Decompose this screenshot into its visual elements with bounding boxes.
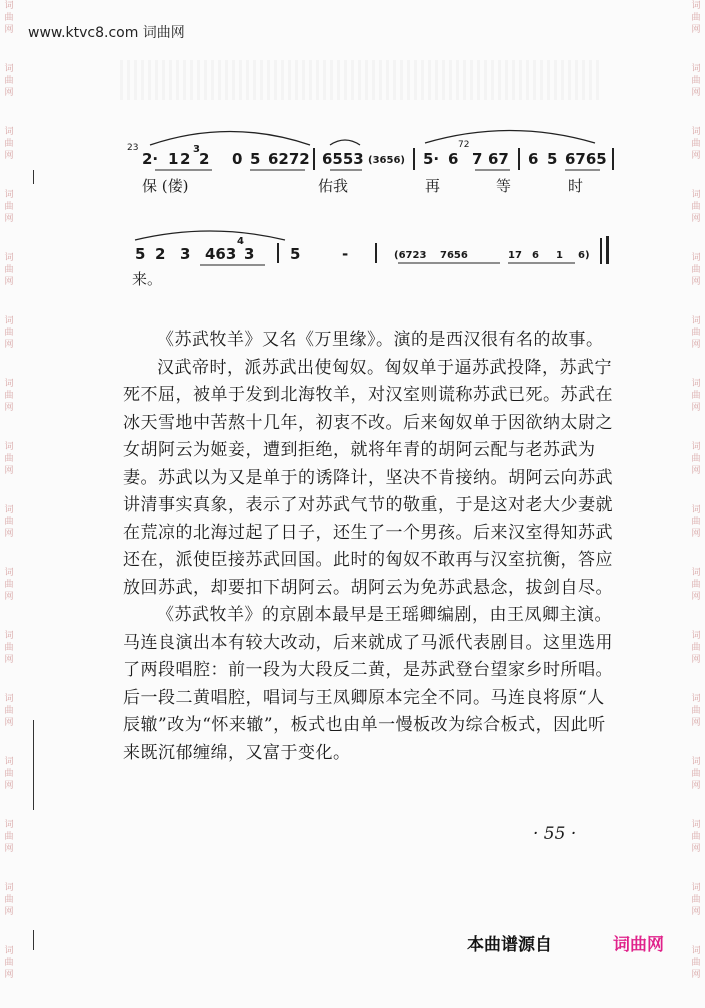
watermark-group — [687, 378, 705, 414]
watermark-char: 词 — [4, 190, 14, 200]
watermark-char: 网 — [691, 151, 701, 161]
watermark-group — [687, 567, 705, 603]
watermark-char: 网 — [691, 403, 701, 413]
watermark-group — [687, 693, 705, 729]
watermark-char: 网 — [691, 277, 701, 287]
watermark-char: 曲 — [4, 76, 14, 86]
watermark-char: 词 — [4, 1, 14, 11]
note: 5 — [135, 245, 146, 263]
watermark-group — [0, 945, 18, 981]
watermark-char: 曲 — [4, 391, 14, 401]
watermark-char: 网 — [4, 340, 14, 350]
watermark-char: 词 — [4, 631, 14, 641]
note: 17 — [508, 250, 522, 261]
watermark-char: 网 — [4, 25, 14, 35]
grace-note-left: 23 — [127, 143, 139, 153]
note: 6) — [578, 250, 590, 261]
watermark-char: 曲 — [4, 517, 14, 527]
watermark-char: 网 — [691, 844, 701, 854]
watermark-group — [0, 882, 18, 918]
source-label: 本曲谱源自 — [467, 935, 552, 955]
watermark-char: 词 — [691, 631, 701, 641]
note: 7656 — [440, 250, 468, 261]
watermark-char: 曲 — [691, 265, 701, 275]
watermark-char: 曲 — [4, 580, 14, 590]
watermark-char: 词 — [4, 946, 14, 956]
watermark-group — [0, 693, 18, 729]
watermark-char: 网 — [691, 718, 701, 728]
note: 0 — [232, 150, 243, 168]
note: 463 — [205, 245, 237, 263]
watermark-group — [687, 504, 705, 540]
watermark-group — [0, 504, 18, 540]
watermark-char: 词 — [691, 757, 701, 767]
watermark-group — [687, 756, 705, 792]
watermark-char: 词 — [4, 694, 14, 704]
barline — [518, 148, 520, 170]
watermark-char: 曲 — [691, 895, 701, 905]
watermark-char: 词 — [691, 505, 701, 515]
watermark-group — [687, 882, 705, 918]
note: 6553 — [322, 150, 364, 168]
note: 67 — [488, 150, 509, 168]
site-url-watermark: www.ktvc8.com 词曲网 — [28, 25, 185, 41]
watermark-group — [687, 315, 705, 351]
watermark-char: 词 — [4, 442, 14, 452]
watermark-char: 网 — [691, 88, 701, 98]
grace-note-mid: 72 — [458, 140, 470, 150]
watermark-char: 词 — [691, 946, 701, 956]
watermark-char: 网 — [4, 844, 14, 854]
watermark-group — [0, 315, 18, 351]
lyric: 保 (偻) — [142, 177, 189, 195]
barline — [413, 148, 415, 170]
note: 2· — [142, 150, 159, 168]
watermark-char: 网 — [691, 529, 701, 539]
watermark-char: 网 — [4, 718, 14, 728]
watermark-char: 词 — [4, 757, 14, 767]
watermark-group — [0, 378, 18, 414]
note: (6723 — [394, 250, 427, 261]
lyric: 佑我 — [318, 177, 349, 195]
watermark-char: 词 — [691, 568, 701, 578]
watermark-char: 曲 — [4, 202, 14, 212]
watermark-char: 词 — [691, 820, 701, 830]
watermark-char: 曲 — [4, 265, 14, 275]
watermark-char: 曲 — [691, 769, 701, 779]
watermark-char: 词 — [4, 883, 14, 893]
note: 1 — [556, 250, 563, 261]
watermark-char: 网 — [691, 340, 701, 350]
barline — [313, 148, 315, 170]
watermark-group — [687, 819, 705, 855]
note: 5 — [547, 150, 558, 168]
watermark-char: 词 — [4, 316, 14, 326]
paragraph-history: 《苏武牧羊》的京剧本最早是王瑶卿编剧，由王凤卿主演。马连良演出本有较大改动，后来就成了马派代表剧目。这里选用了两段唱腔：前一段为大段反二黄，是苏武登台望家乡时所唱。后一段二黄唱腔，唱词与王凤卿原本完全不同。马连良将原“人辰辙”改为“怀来辙”，板式也由单一慢板改为综合板式，因此听来既沉郁缠绵，又富于变化。 — [123, 605, 613, 763]
watermark-char: 网 — [4, 781, 14, 791]
watermark-char: 词 — [691, 316, 701, 326]
watermark-char: 曲 — [4, 454, 14, 464]
margin-mark — [33, 720, 34, 810]
watermark-char: 曲 — [4, 895, 14, 905]
watermark-char: 网 — [4, 970, 14, 980]
barline — [612, 148, 614, 170]
watermark-char: 网 — [691, 655, 701, 665]
watermark-char: 网 — [691, 592, 701, 602]
watermark-char: 曲 — [4, 328, 14, 338]
watermark-char: 曲 — [691, 202, 701, 212]
watermark-char: 网 — [4, 403, 14, 413]
watermark-char: 词 — [691, 127, 701, 137]
watermark-char: 网 — [4, 277, 14, 287]
margin-mark — [33, 170, 34, 184]
lyric: 等 — [496, 177, 512, 195]
watermark-char: 词 — [4, 64, 14, 74]
note: 7 — [472, 150, 483, 168]
note: 6 — [448, 150, 459, 168]
watermark-group — [0, 756, 18, 792]
watermark-char: 曲 — [4, 643, 14, 653]
lyric: 来。 — [132, 270, 163, 288]
watermark-char: 网 — [4, 529, 14, 539]
watermark-char: 词 — [691, 883, 701, 893]
watermark-char: 词 — [691, 190, 701, 200]
note: 1 — [168, 150, 179, 168]
note: 2 — [199, 150, 210, 168]
lyric: 再 — [425, 177, 441, 195]
watermark-char: 网 — [691, 970, 701, 980]
brand-link[interactable]: 词曲网 — [613, 935, 664, 955]
watermark-char: 曲 — [691, 580, 701, 590]
watermark-group — [0, 819, 18, 855]
note: 5 — [250, 150, 261, 168]
watermark-char: 词 — [4, 253, 14, 263]
end-barline — [606, 236, 609, 264]
note: 3 — [180, 245, 191, 263]
watermark-char: 曲 — [4, 769, 14, 779]
barline — [375, 243, 377, 263]
watermark-char: 词 — [4, 820, 14, 830]
watermark-char: 词 — [691, 253, 701, 263]
watermark-char: 曲 — [4, 13, 14, 23]
watermark-char: 曲 — [691, 832, 701, 842]
watermark-char: 词 — [4, 568, 14, 578]
watermark-char: 曲 — [691, 13, 701, 23]
watermark-char: 曲 — [4, 958, 14, 968]
watermark-char: 曲 — [691, 706, 701, 716]
note: 6272 — [268, 150, 310, 168]
watermark-char: 网 — [691, 781, 701, 791]
note: 4 — [237, 236, 244, 247]
note: 3 — [244, 245, 255, 263]
watermark-char: 网 — [691, 214, 701, 224]
watermark-char: 网 — [691, 907, 701, 917]
note: 3 — [193, 144, 200, 155]
paragraph-story: 汉武帝时，派苏武出使匈奴。匈奴单于逼苏武投降，苏武宁死不屈，被单于发到北海牧羊，对汉室则谎称苏武已死。苏武在冰天雪地中苦熬十几年，初衷不改。后来匈奴单于因欲纳太尉之女胡阿云为姬妾，遭到拒绝，就将年青的胡阿云配与老苏武为妻。苏武以为又是单于的诱降计，坚决不肯接纳。胡阿云向苏武讲清事实真象，表示了对苏武气节的敬重，于是这对老大少妻就在荒凉的北海过起了日子，还生了一个男孩。后来汉室得知苏武还在，派使臣接苏武回国。此时的匈奴不敢再与汉室抗衡，答应放回苏武，却要扣下胡阿云。胡阿云为免苏武悬念，拔剑自尽。 — [123, 357, 613, 598]
watermark-char: 曲 — [691, 139, 701, 149]
watermark-char: 词 — [4, 505, 14, 515]
watermark-group — [0, 630, 18, 666]
barline — [277, 243, 279, 263]
watermark-char: 曲 — [691, 958, 701, 968]
note: 2 — [155, 245, 166, 263]
watermark-char: 曲 — [4, 706, 14, 716]
watermark-char: 曲 — [691, 328, 701, 338]
note: 6 — [528, 150, 539, 168]
lyric: 时 — [568, 177, 584, 195]
note: 2 — [180, 150, 191, 168]
page-number: · 55 · — [533, 824, 577, 844]
watermark-char: 词 — [4, 379, 14, 389]
watermark-char: 网 — [4, 907, 14, 917]
watermark-group — [0, 441, 18, 477]
watermark-char: 词 — [691, 64, 701, 74]
note: (3656) — [368, 155, 405, 166]
paragraph-title: 《苏武牧羊》又名《万里缘》。演的是西汉很有名的故事。 — [157, 330, 604, 350]
watermark-char: 词 — [691, 1, 701, 11]
watermark-char: 网 — [691, 466, 701, 476]
watermark-char: 曲 — [691, 454, 701, 464]
watermark-char: 词 — [4, 127, 14, 137]
watermark-char: 曲 — [691, 643, 701, 653]
watermark-char: 网 — [4, 466, 14, 476]
watermark-char: 网 — [4, 655, 14, 665]
note: 5 — [290, 245, 301, 263]
watermark-char: 曲 — [4, 139, 14, 149]
watermark-group — [0, 567, 18, 603]
watermark-char: 网 — [4, 214, 14, 224]
watermark-char: 网 — [4, 151, 14, 161]
watermark-char: 词 — [691, 379, 701, 389]
watermark-group — [687, 441, 705, 477]
watermark-group — [687, 945, 705, 981]
watermark-group — [687, 630, 705, 666]
watermark-char: 曲 — [691, 391, 701, 401]
barline — [600, 238, 602, 264]
note: - — [342, 245, 349, 263]
note: 6 — [532, 250, 539, 261]
watermark-char: 曲 — [4, 832, 14, 842]
note: 5· — [423, 150, 440, 168]
watermark-char: 词 — [691, 442, 701, 452]
watermark-char: 曲 — [691, 517, 701, 527]
watermark-char: 曲 — [691, 76, 701, 86]
margin-mark — [33, 930, 34, 950]
watermark-char: 网 — [4, 592, 14, 602]
note: 6765 — [565, 150, 607, 168]
watermark-char: 词 — [691, 694, 701, 704]
watermark-char: 网 — [4, 88, 14, 98]
watermark-char: 网 — [691, 25, 701, 35]
article-body — [123, 327, 613, 767]
